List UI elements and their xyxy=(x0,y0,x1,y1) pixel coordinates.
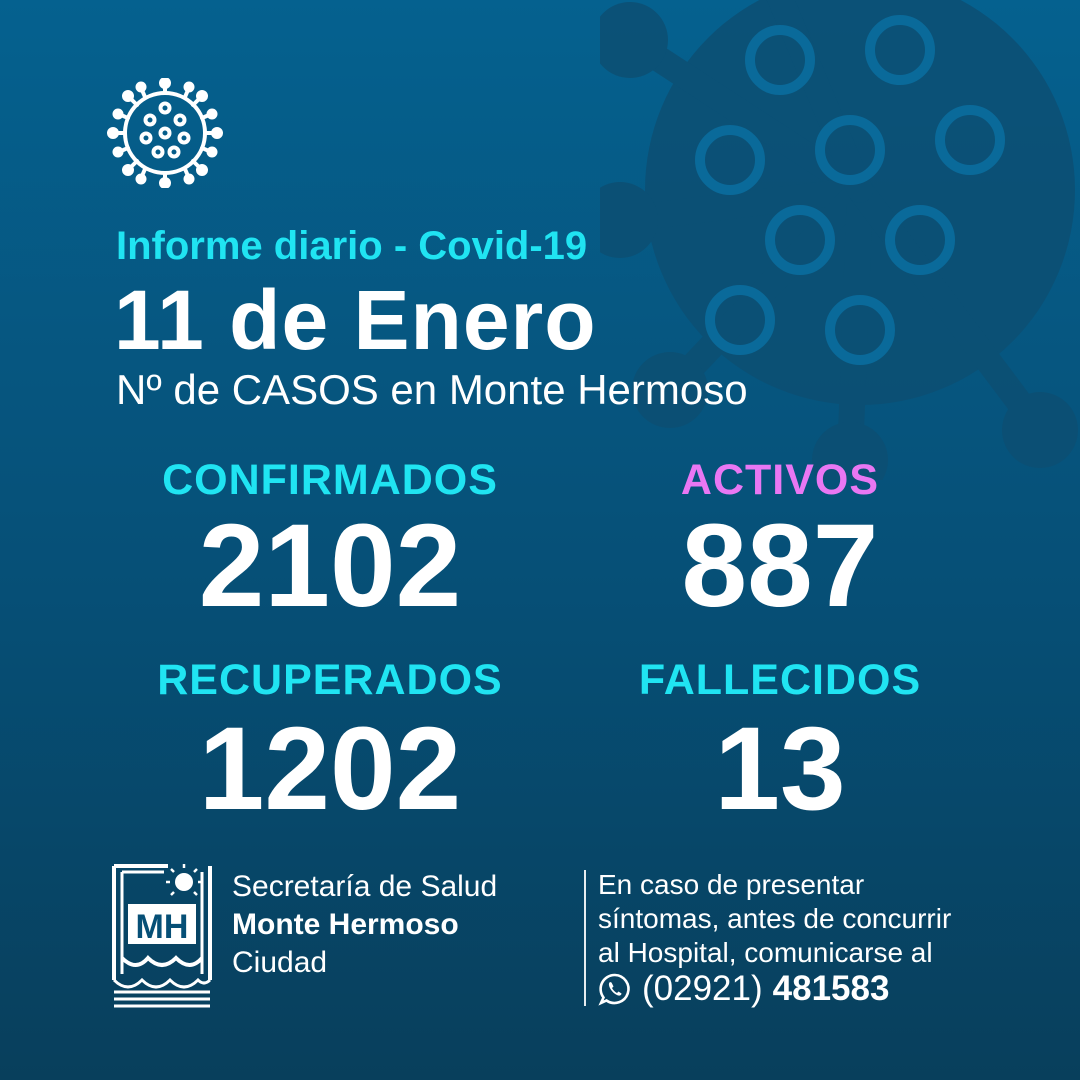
phone-number: 481583 xyxy=(772,969,890,1008)
confirmed-label: CONFIRMADOS xyxy=(162,456,498,504)
contact-block xyxy=(598,868,951,1006)
active-value: 887 xyxy=(681,500,879,632)
org-line-secretaria: Secretaría de Salud xyxy=(232,870,498,903)
virus-icon xyxy=(100,78,230,188)
contact-line-3: al Hospital, comunicarse al xyxy=(598,937,933,968)
report-date-title: 11 de Enero xyxy=(114,273,597,367)
active-label: ACTIVOS xyxy=(680,456,880,504)
recovered-value: 1202 xyxy=(198,703,462,835)
org-line-monte-hermoso: Monte Hermoso xyxy=(232,908,459,941)
whatsapp-icon xyxy=(598,972,632,1006)
report-caption: Nº de CASOS en Monte Hermoso xyxy=(116,366,748,413)
recovered-label: RECUPERADOS xyxy=(157,656,503,704)
deceased-label: FALLECIDOS xyxy=(638,656,922,704)
phone-prefix: (02921) xyxy=(642,969,763,1008)
svg-text:MH: MH xyxy=(135,908,189,946)
contact-line-2: síntomas, antes de concurrir xyxy=(598,903,952,934)
report-subtitle: Informe diario - Covid-19 xyxy=(116,224,588,268)
footer-divider xyxy=(584,870,586,1006)
org-line-ciudad: Ciudad xyxy=(232,946,328,979)
deceased-value: 13 xyxy=(714,703,846,835)
organization-block xyxy=(232,868,497,982)
confirmed-value: 2102 xyxy=(198,500,462,632)
contact-line-1: En caso de presentar xyxy=(598,869,865,900)
phone-row[interactable] xyxy=(598,969,951,1008)
monte-hermoso-logo xyxy=(108,862,216,1008)
